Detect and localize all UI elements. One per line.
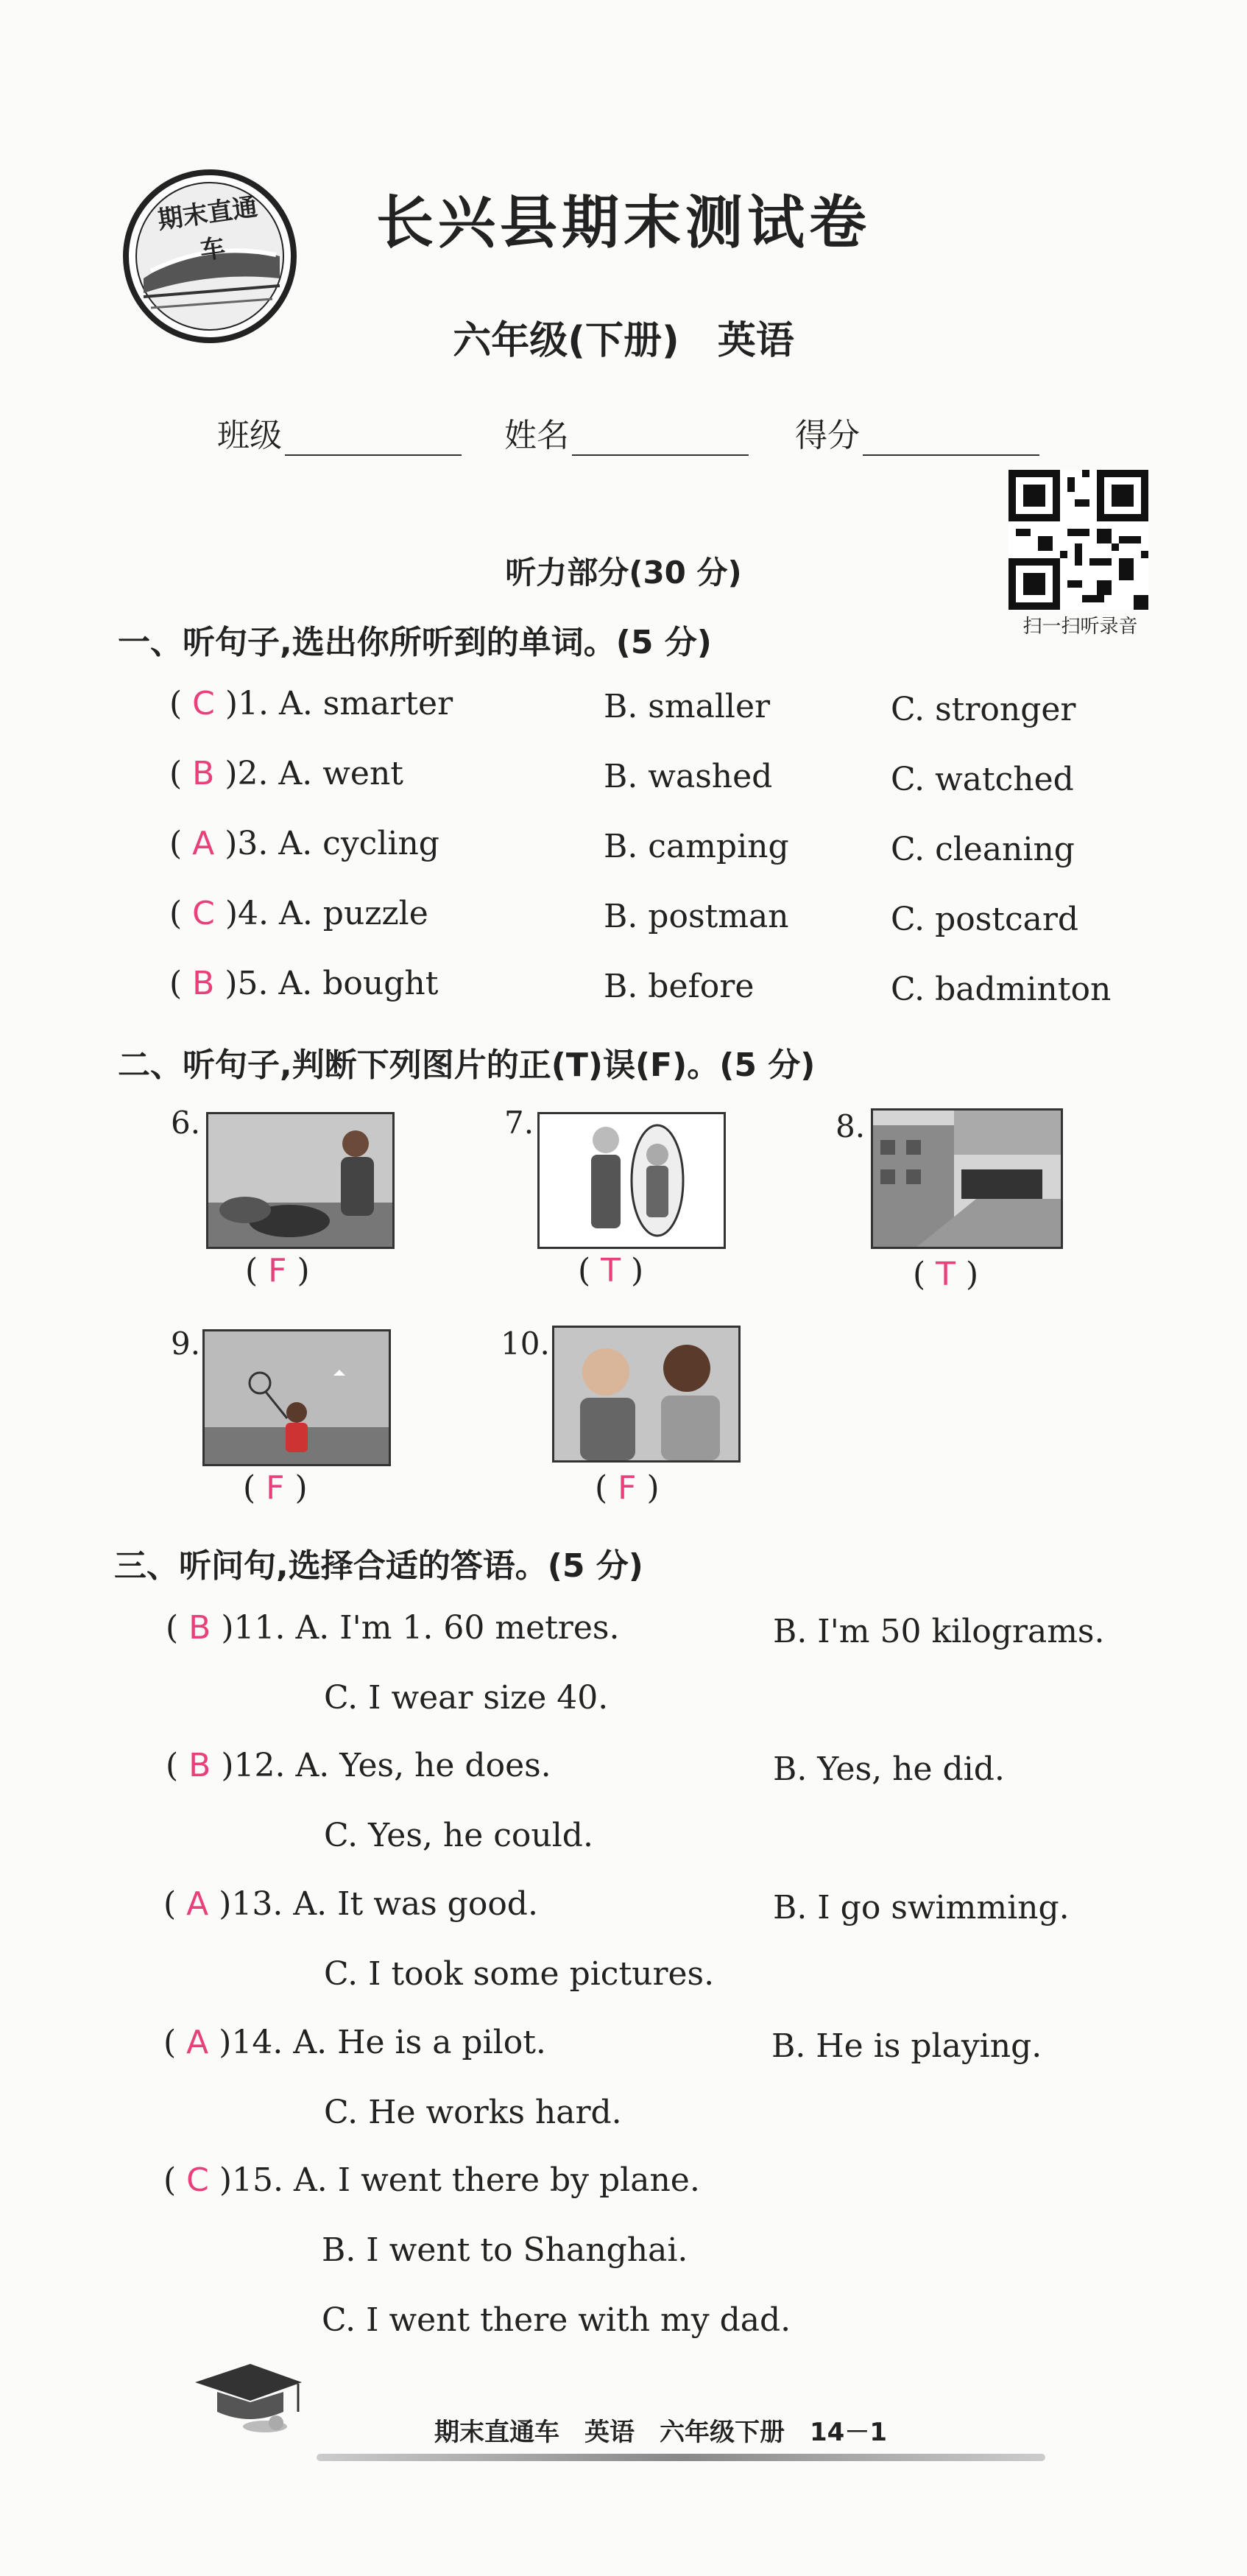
option-b: B. smaller	[604, 688, 771, 725]
section3-title: 三、听问句,选择合适的答语。(5 分)	[114, 1547, 643, 1585]
answer-mark: A	[186, 1885, 209, 1923]
score-field[interactable]	[795, 409, 1039, 456]
question-number: 9.	[171, 1326, 201, 1362]
list-item: ( C )1. A. smarter	[169, 685, 453, 722]
option-b: B. I went to Shanghai.	[322, 2231, 688, 2269]
question-number: )11.	[221, 1609, 286, 1647]
score-blank[interactable]	[863, 422, 1039, 456]
option-c: C. Yes, he could.	[324, 1817, 593, 1854]
list-item: ( B )2. A. went	[169, 755, 403, 792]
class-blank[interactable]	[285, 422, 462, 456]
picture-two-boys-talking	[552, 1326, 741, 1463]
option-a: A. bought	[278, 965, 439, 1002]
question-number: )15.	[219, 2161, 284, 2199]
answer-mark: A	[192, 825, 215, 862]
option-b: B. camping	[604, 828, 789, 865]
option-c: C. I went there with my dad.	[322, 2301, 791, 2339]
option-b: B. I go swimming.	[773, 1889, 1070, 1926]
question-number: )14.	[219, 2024, 283, 2061]
question-number: )2.	[225, 755, 269, 792]
list-item: ( B )11. A. I'm 1. 60 metres.	[166, 1609, 620, 1647]
option-c: C. I took some pictures.	[324, 1955, 715, 1993]
answer-bracket: ( F )	[595, 1469, 660, 1507]
option-b: B. I'm 50 kilograms.	[773, 1613, 1105, 1650]
picture-school-building	[871, 1108, 1063, 1249]
question-number: )4.	[225, 895, 269, 932]
answer-mark: B	[188, 1747, 211, 1784]
option-a: A. smarter	[279, 685, 453, 722]
score-label: 得分	[795, 417, 860, 454]
question-number: )3.	[225, 825, 269, 862]
answer-mark: F	[268, 1252, 287, 1289]
option-c: C. I wear size 40.	[324, 1679, 609, 1717]
answer-mark: T	[936, 1256, 956, 1293]
list-item: ( A )14. A. He is a pilot.	[163, 2024, 546, 2061]
name-label: 姓名	[504, 417, 569, 454]
list-item: ( A )3. A. cycling	[169, 825, 439, 862]
answer-mark: B	[188, 1609, 211, 1647]
question-number: )13.	[219, 1885, 283, 1923]
listening-section-title: 听力部分(30 分)	[505, 555, 742, 591]
picture-girls-mirror	[537, 1112, 726, 1249]
option-c: C. badminton	[891, 971, 1112, 1008]
page-subtitle: 六年级(下册) 英语	[453, 319, 794, 363]
question-number: 10.	[501, 1326, 550, 1362]
option-a: A. I went there by plane.	[294, 2161, 700, 2199]
list-item: ( A )13. A. It was good.	[163, 1885, 538, 1923]
option-b: B. postman	[604, 898, 789, 935]
option-c: C. postcard	[891, 901, 1079, 938]
option-c: C. watched	[891, 761, 1074, 798]
option-a: A. cycling	[278, 825, 439, 862]
class-label: 班级	[217, 417, 282, 454]
option-a: A. went	[278, 755, 403, 792]
answer-bracket: ( T )	[578, 1252, 644, 1289]
class-field[interactable]	[217, 409, 462, 456]
list-item: ( B )5. A. bought	[169, 965, 439, 1002]
option-c: C. stronger	[891, 691, 1076, 728]
question-number: )12.	[221, 1747, 286, 1784]
option-b: B. before	[604, 968, 755, 1005]
option-a: A. It was good.	[293, 1885, 538, 1923]
option-b: B. He is playing.	[771, 2027, 1042, 2065]
question-number: 7.	[504, 1105, 534, 1141]
footer-divider	[317, 2454, 1045, 2461]
answer-mark: C	[192, 895, 215, 932]
option-b: B. Yes, he did.	[773, 1750, 1005, 1788]
answer-mark: C	[192, 685, 215, 722]
option-a: A. Yes, he does.	[295, 1747, 551, 1784]
section1-title: 一、听句子,选出你所听到的单词。(5 分)	[118, 624, 712, 661]
logo-text: 期末直通车	[155, 191, 260, 266]
list-item: ( C )4. A. puzzle	[169, 895, 428, 932]
answer-mark: F	[618, 1469, 637, 1507]
option-a: A. He is a pilot.	[293, 2024, 546, 2061]
answer-bracket: ( T )	[913, 1256, 979, 1293]
option-a: A. I'm 1. 60 metres.	[295, 1609, 620, 1647]
question-number: )5.	[225, 965, 269, 1002]
question-number: 6.	[171, 1105, 201, 1141]
option-a: A. puzzle	[279, 895, 428, 932]
picture-boy-washing-clothes	[206, 1112, 395, 1249]
list-item: ( C )15. A. I went there by plane.	[163, 2161, 700, 2199]
page-title: 长兴县期末测试卷	[375, 190, 871, 256]
footer-text: 期末直通车 英语 六年级下册 14－1	[434, 2418, 887, 2447]
answer-mark: B	[192, 755, 215, 792]
section2-title: 二、听句子,判断下列图片的正(T)误(F)。(5 分)	[118, 1046, 816, 1084]
question-number: )1.	[225, 685, 269, 722]
name-blank[interactable]	[572, 422, 749, 456]
answer-bracket: ( F )	[243, 1469, 308, 1507]
qr-caption: 扫一扫听录音	[1022, 616, 1138, 638]
graduation-cap-icon	[188, 2357, 305, 2438]
question-number: 8.	[836, 1108, 866, 1144]
option-c: C. cleaning	[891, 831, 1075, 868]
option-b: B. washed	[604, 758, 773, 795]
name-field[interactable]	[504, 409, 749, 456]
answer-mark: A	[186, 2024, 209, 2061]
answer-mark: C	[186, 2161, 209, 2199]
option-c: C. He works hard.	[324, 2094, 622, 2131]
answer-mark: F	[266, 1469, 285, 1507]
answer-bracket: ( F )	[245, 1252, 310, 1289]
answer-mark: T	[601, 1252, 621, 1289]
picture-boy-badminton	[202, 1329, 391, 1466]
answer-mark: B	[192, 965, 215, 1002]
list-item: ( B )12. A. Yes, he does.	[166, 1747, 551, 1784]
